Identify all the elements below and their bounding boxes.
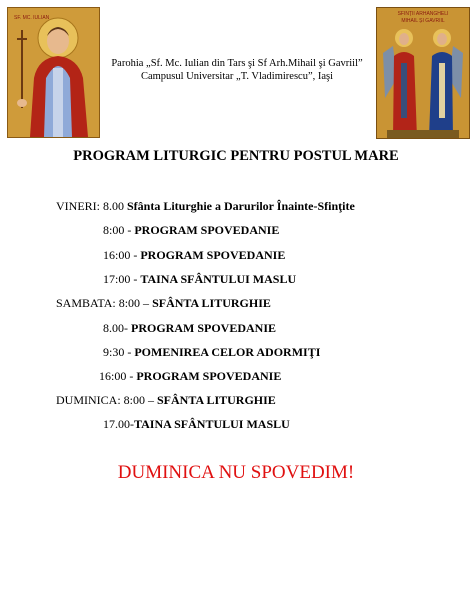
schedule-line-sunday-unction xyxy=(103,417,290,432)
schedule-event: TAINA SFÂNTULUI MASLU xyxy=(134,417,290,431)
icon-right-caption-1: SFINȚII ARHANGHELI xyxy=(397,11,449,17)
parish-campus: Campusul Universitar „T. Vladimirescu”, Iaşi xyxy=(140,71,334,82)
parish-name: Parohia „Sf. Mc. Iulian din Tars şi Sf Arh.Mihail şi Gavriil” xyxy=(111,58,363,69)
schedule-time: DUMINICA: 8:00 – xyxy=(56,393,157,407)
schedule-time: 16:00 - xyxy=(99,369,137,383)
schedule-event: PROGRAM SPOVEDANIE xyxy=(136,369,282,383)
schedule-line-saturday-memorial xyxy=(103,345,320,360)
schedule-time: VINERI: 8.00 xyxy=(56,199,127,213)
schedule-line-saturday-confession-evening xyxy=(99,369,281,384)
schedule-time: SAMBATA: 8:00 – xyxy=(56,296,153,310)
sunday-no-confession-notice: DUMINICA NU SPOVEDIM! xyxy=(117,462,355,483)
schedule-event: PROGRAM SPOVEDANIE xyxy=(140,248,286,262)
schedule-time: 9:30 - xyxy=(103,345,135,359)
schedule-line-friday-confession-morning xyxy=(103,223,279,238)
schedule-time: 8.00- xyxy=(103,321,131,335)
schedule-event: SFÂNTA LITURGHIE xyxy=(157,393,276,407)
icon-right-caption-2: MIHAIL ȘI GAVRIIL xyxy=(401,18,445,24)
schedule-event: PROGRAM SPOVEDANIE xyxy=(134,223,280,237)
schedule-event: POMENIREA CELOR ADORMIŢI xyxy=(134,345,321,359)
schedule-time: 17.00- xyxy=(103,417,134,431)
schedule-event: PROGRAM SPOVEDANIE xyxy=(131,321,277,335)
schedule-event: Sfânta Liturghie a Darurilor Înainte-Sfinţite xyxy=(127,199,355,213)
schedule-line-friday-unction xyxy=(103,272,296,287)
schedule-line-saturday-liturgy xyxy=(56,296,271,311)
schedule-time: 8:00 - xyxy=(103,223,135,237)
schedule-event: SFÂNTA LITURGHIE xyxy=(152,296,271,310)
schedule-event: TAINA SFÂNTULUI MASLU xyxy=(140,272,297,286)
saint-julian-icon-image xyxy=(7,7,100,138)
schedule-line-saturday-confession-morning xyxy=(103,321,276,336)
schedule-line-sunday-liturgy xyxy=(56,393,276,408)
icon-left-caption: SF. MC. IULIAN xyxy=(14,15,50,21)
archangels-icon-image xyxy=(376,7,470,139)
parish-header xyxy=(98,57,376,83)
schedule-time: 16:00 - xyxy=(103,248,141,262)
schedule-line-friday-confession-evening xyxy=(103,248,285,263)
page-title: PROGRAM LITURGIC PENTRU POSTUL MARE xyxy=(73,148,399,164)
schedule-time: 17:00 - xyxy=(103,272,141,286)
schedule-line-friday-liturgy xyxy=(56,199,355,214)
